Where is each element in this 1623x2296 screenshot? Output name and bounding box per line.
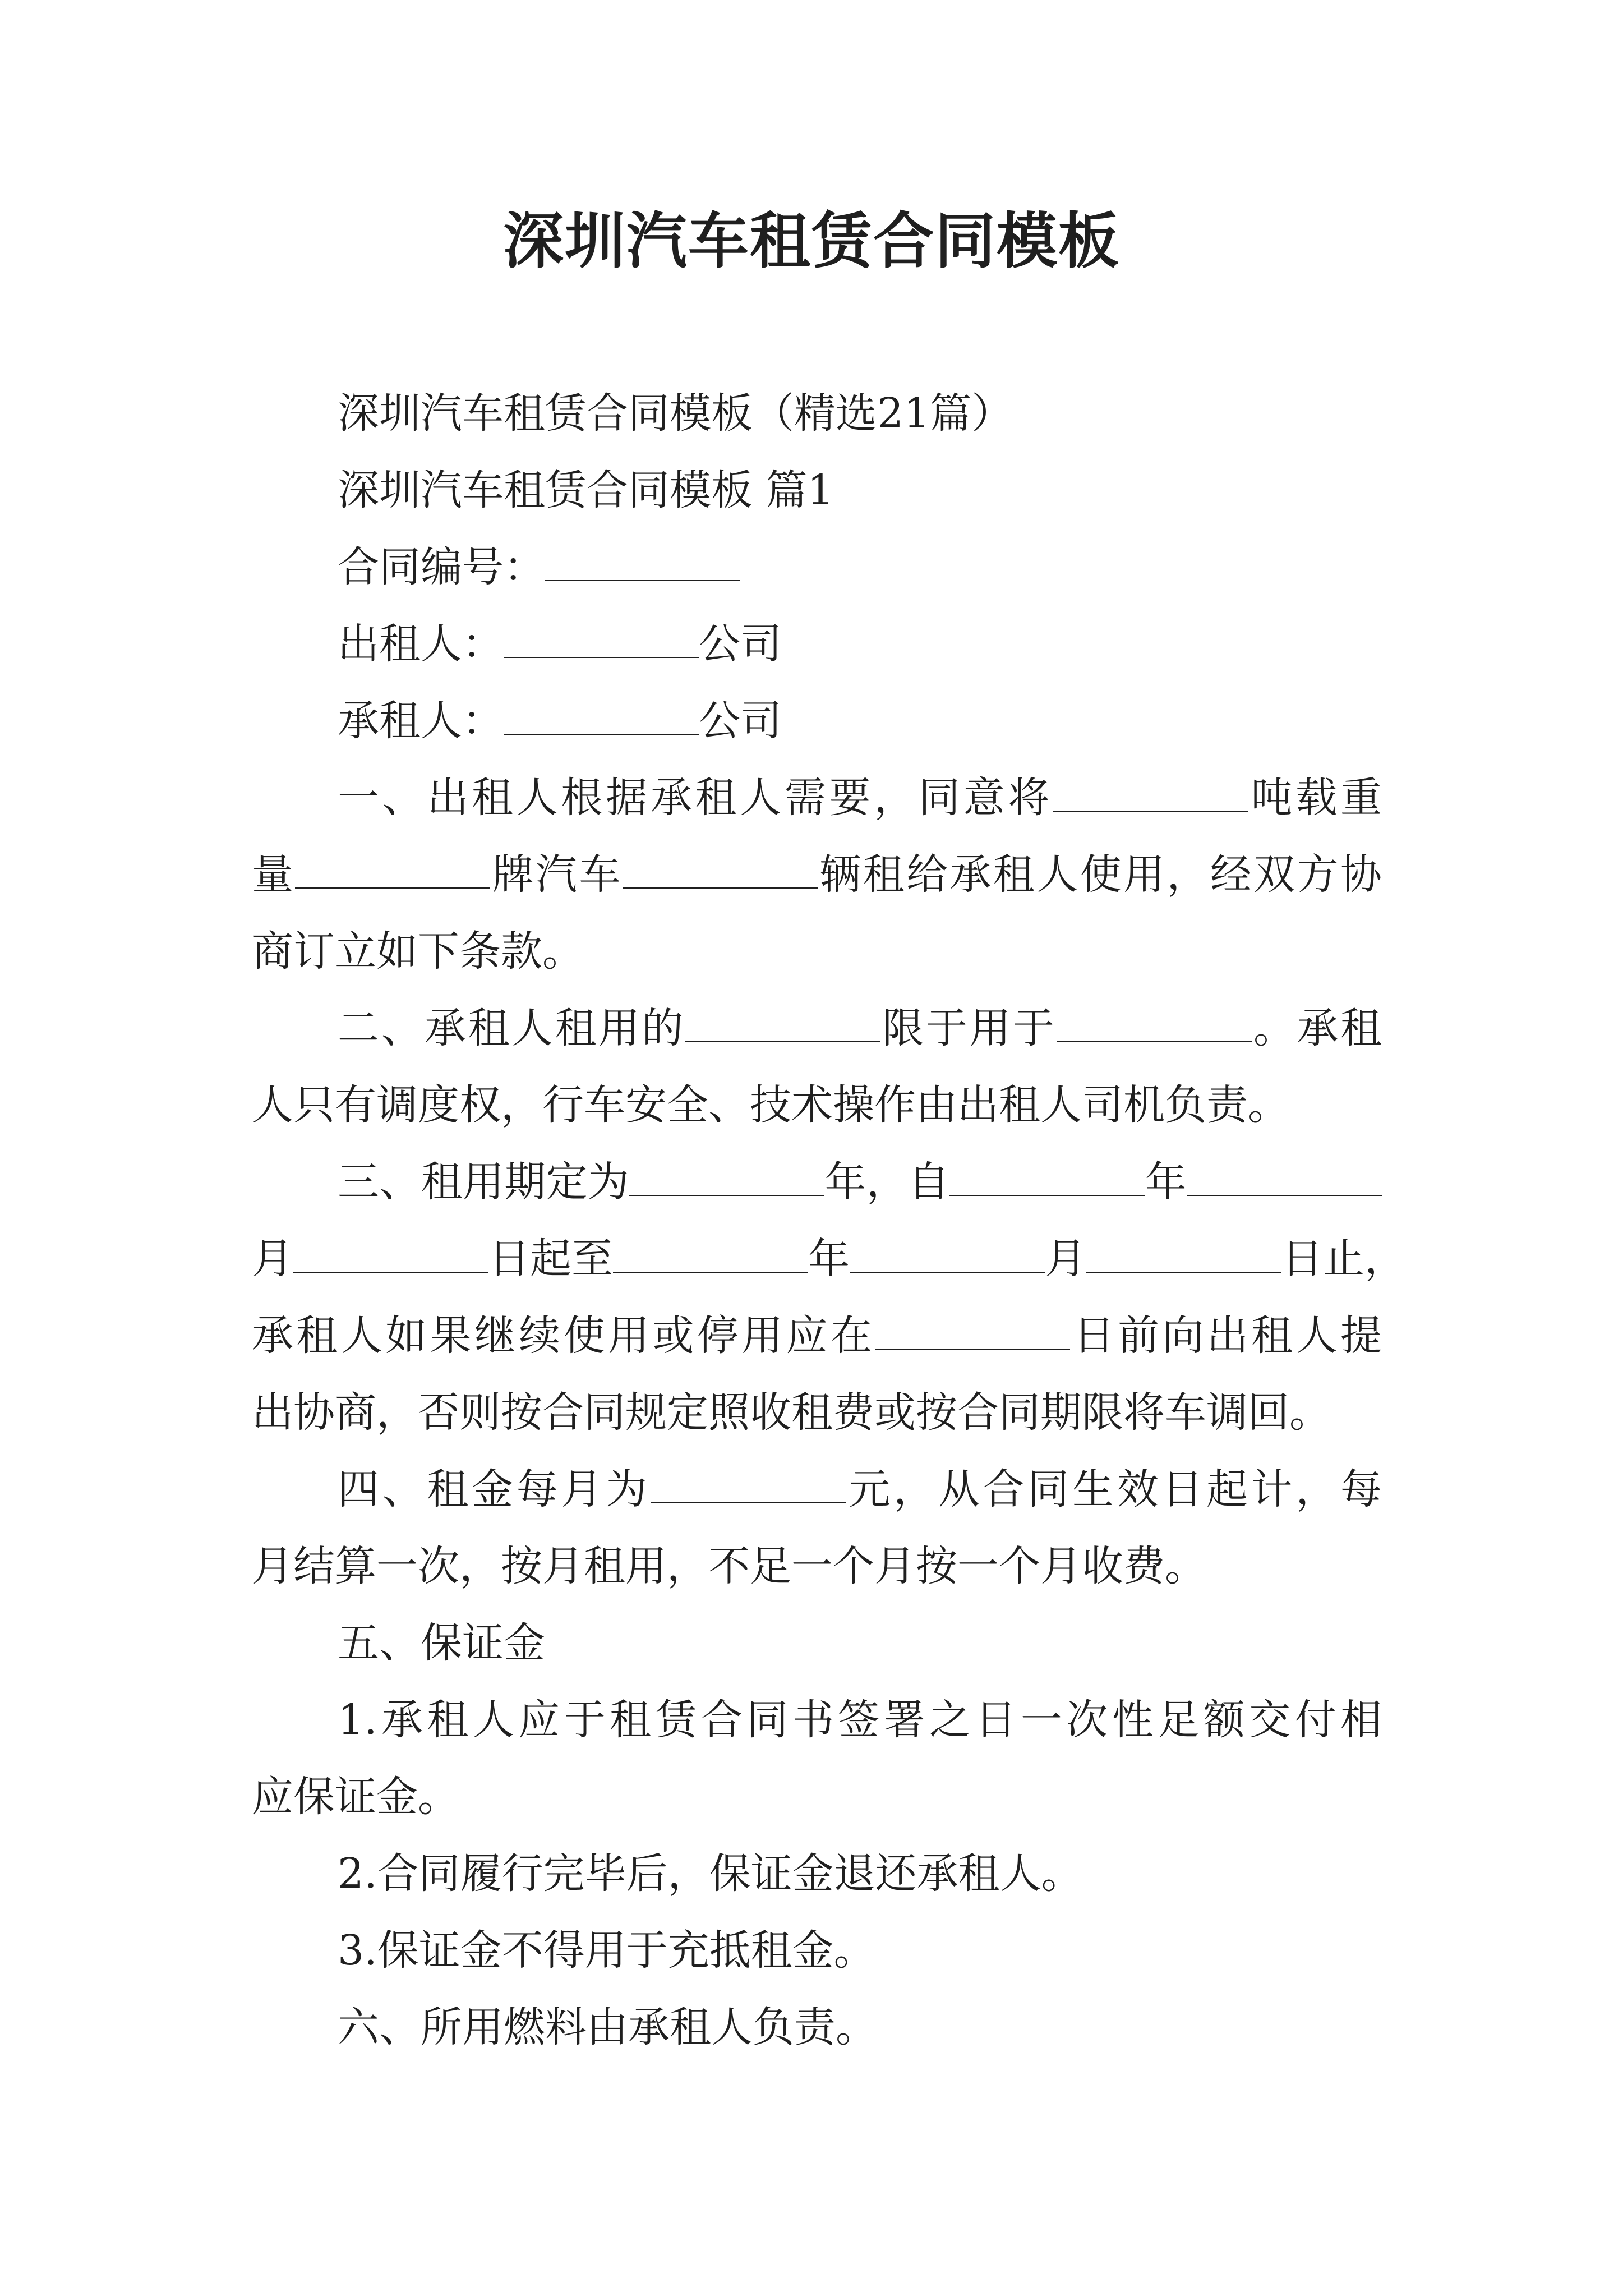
clause-3-text-h: 日止， [1281,1235,1406,1283]
lessee-line [338,682,1382,760]
section-heading-text: 深圳汽车租赁合同模板 篇1 [338,466,834,514]
lessee-label: 承租人： [338,697,504,745]
clause-1-blank-count [623,854,818,889]
clause-4-line-2 [252,1527,1382,1605]
clause-2-text-a: 二、承租人租用的 [338,1004,685,1052]
clause-5-item-3-text: 3.保证金不得用于充抵租金。 [338,1926,875,1975]
clause-5-item-1-text-a: 1.承租人应于租赁合同书签署之日一次性足额交付相 [338,1696,1382,1744]
clause-3-blank-start-year [949,1161,1145,1196]
lessee-blank [504,700,699,735]
clause-6-text: 六、所用燃料由承租人负责。 [338,2003,877,2051]
lessee-suffix: 公司 [699,697,782,745]
clause-3-blank-start-month [1187,1161,1382,1196]
clause-1-blank-brand [295,854,490,889]
lessor-line [338,605,1382,683]
clause-5-heading [338,1604,1382,1682]
clause-3-blank-end-month [850,1238,1045,1273]
clause-1-text-f: 商订立如下条款。 [252,927,584,976]
clause-4-line-1 [338,1450,1382,1529]
contract-number-line [338,528,1382,606]
clause-3-line-2 [252,1220,1406,1298]
clause-3-blank-years [629,1161,824,1196]
clause-1-line-3 [252,912,1382,991]
contract-number-label: 合同编号： [338,543,545,591]
clause-1-text-e: 辆租给承租人使用，经双方协 [817,850,1382,899]
clause-3-line-4 [252,1373,1382,1452]
contract-number-blank [545,546,740,581]
clause-1-blank-tonnage [1053,777,1248,812]
clause-1-text-d: 牌汽车 [490,850,623,899]
clause-3-text-d: 月 [252,1235,293,1283]
clause-5-heading-text: 五、保证金 [338,1619,545,1667]
clause-3-text-f: 年 [808,1235,850,1283]
clause-2-blank-use [1057,1007,1252,1042]
clause-1-line-2 [252,835,1382,914]
lessor-blank [504,623,699,658]
clause-2-text-c: 。承租 [1251,1004,1382,1052]
clause-3-text-j: 日前向出租人提 [1070,1312,1382,1360]
clause-4-text-b: 元，从合同生效日起计，每 [845,1465,1382,1513]
subtitle-line [338,374,1382,453]
clause-3-line-1 [338,1143,1382,1221]
subtitle-text: 深圳汽车租赁合同模板（精选21篇） [338,389,1013,438]
clause-1-text-c: 量 [252,850,296,899]
clause-3-blank-notice [875,1315,1070,1350]
section-heading [338,451,1382,530]
clause-3-text-a: 三、租用期定为 [338,1158,630,1206]
clause-3-text-i: 承租人如果继续使用或停用应在 [252,1312,875,1360]
lessor-suffix: 公司 [699,620,782,668]
clause-3-text-g: 月 [1045,1235,1086,1283]
clause-3-text-b: 年，自 [824,1158,950,1206]
clause-3-text-c: 年 [1145,1158,1187,1206]
clause-2-text-b: 限于用于 [880,1004,1057,1052]
clause-4-blank-rent [651,1469,846,1503]
lessor-label: 出租人： [338,620,504,668]
clause-1-text-b: 吨载重 [1247,774,1382,822]
clause-1-text-a: 一、出租人根据承租人需要，同意将 [338,774,1053,822]
clause-2-blank-vehicle [685,1007,880,1042]
clause-3-blank-end-year [613,1238,808,1273]
clause-2-line-1 [338,989,1382,1068]
clause-3-blank-start-day [293,1238,488,1273]
document-title: 深圳汽车租赁合同模板 [502,206,1120,277]
clause-3-line-3 [252,1296,1382,1375]
clause-5-item-1-text-b: 应保证金。 [252,1773,459,1821]
clause-5-item-2-text: 2.合同履行完毕后，保证金退还承租人。 [338,1849,1083,1898]
clause-5-item-3 [338,1911,1382,1990]
clause-4-text-a: 四、租金每月为 [338,1465,651,1513]
clause-3-text-e: 日起至 [488,1235,613,1283]
clause-4-text-c: 月结算一次，按月租用，不足一个月按一个月收费。 [252,1542,1206,1590]
clause-5-item-1-line-1 [338,1681,1382,1759]
clause-5-item-1-line-2 [252,1757,1382,1836]
clause-2-text-d: 人只有调度权，行车安全、技术操作由出租人司机负责。 [252,1081,1289,1129]
clause-3-text-k: 出协商，否则按合同规定照收租费或按合同期限将车调回。 [252,1388,1331,1437]
clause-5-item-2 [338,1834,1382,1913]
clause-2-line-2 [252,1066,1382,1144]
clause-1-line-1 [338,758,1382,837]
clause-3-blank-end-day [1086,1238,1281,1273]
clause-6 [338,1988,1382,2067]
